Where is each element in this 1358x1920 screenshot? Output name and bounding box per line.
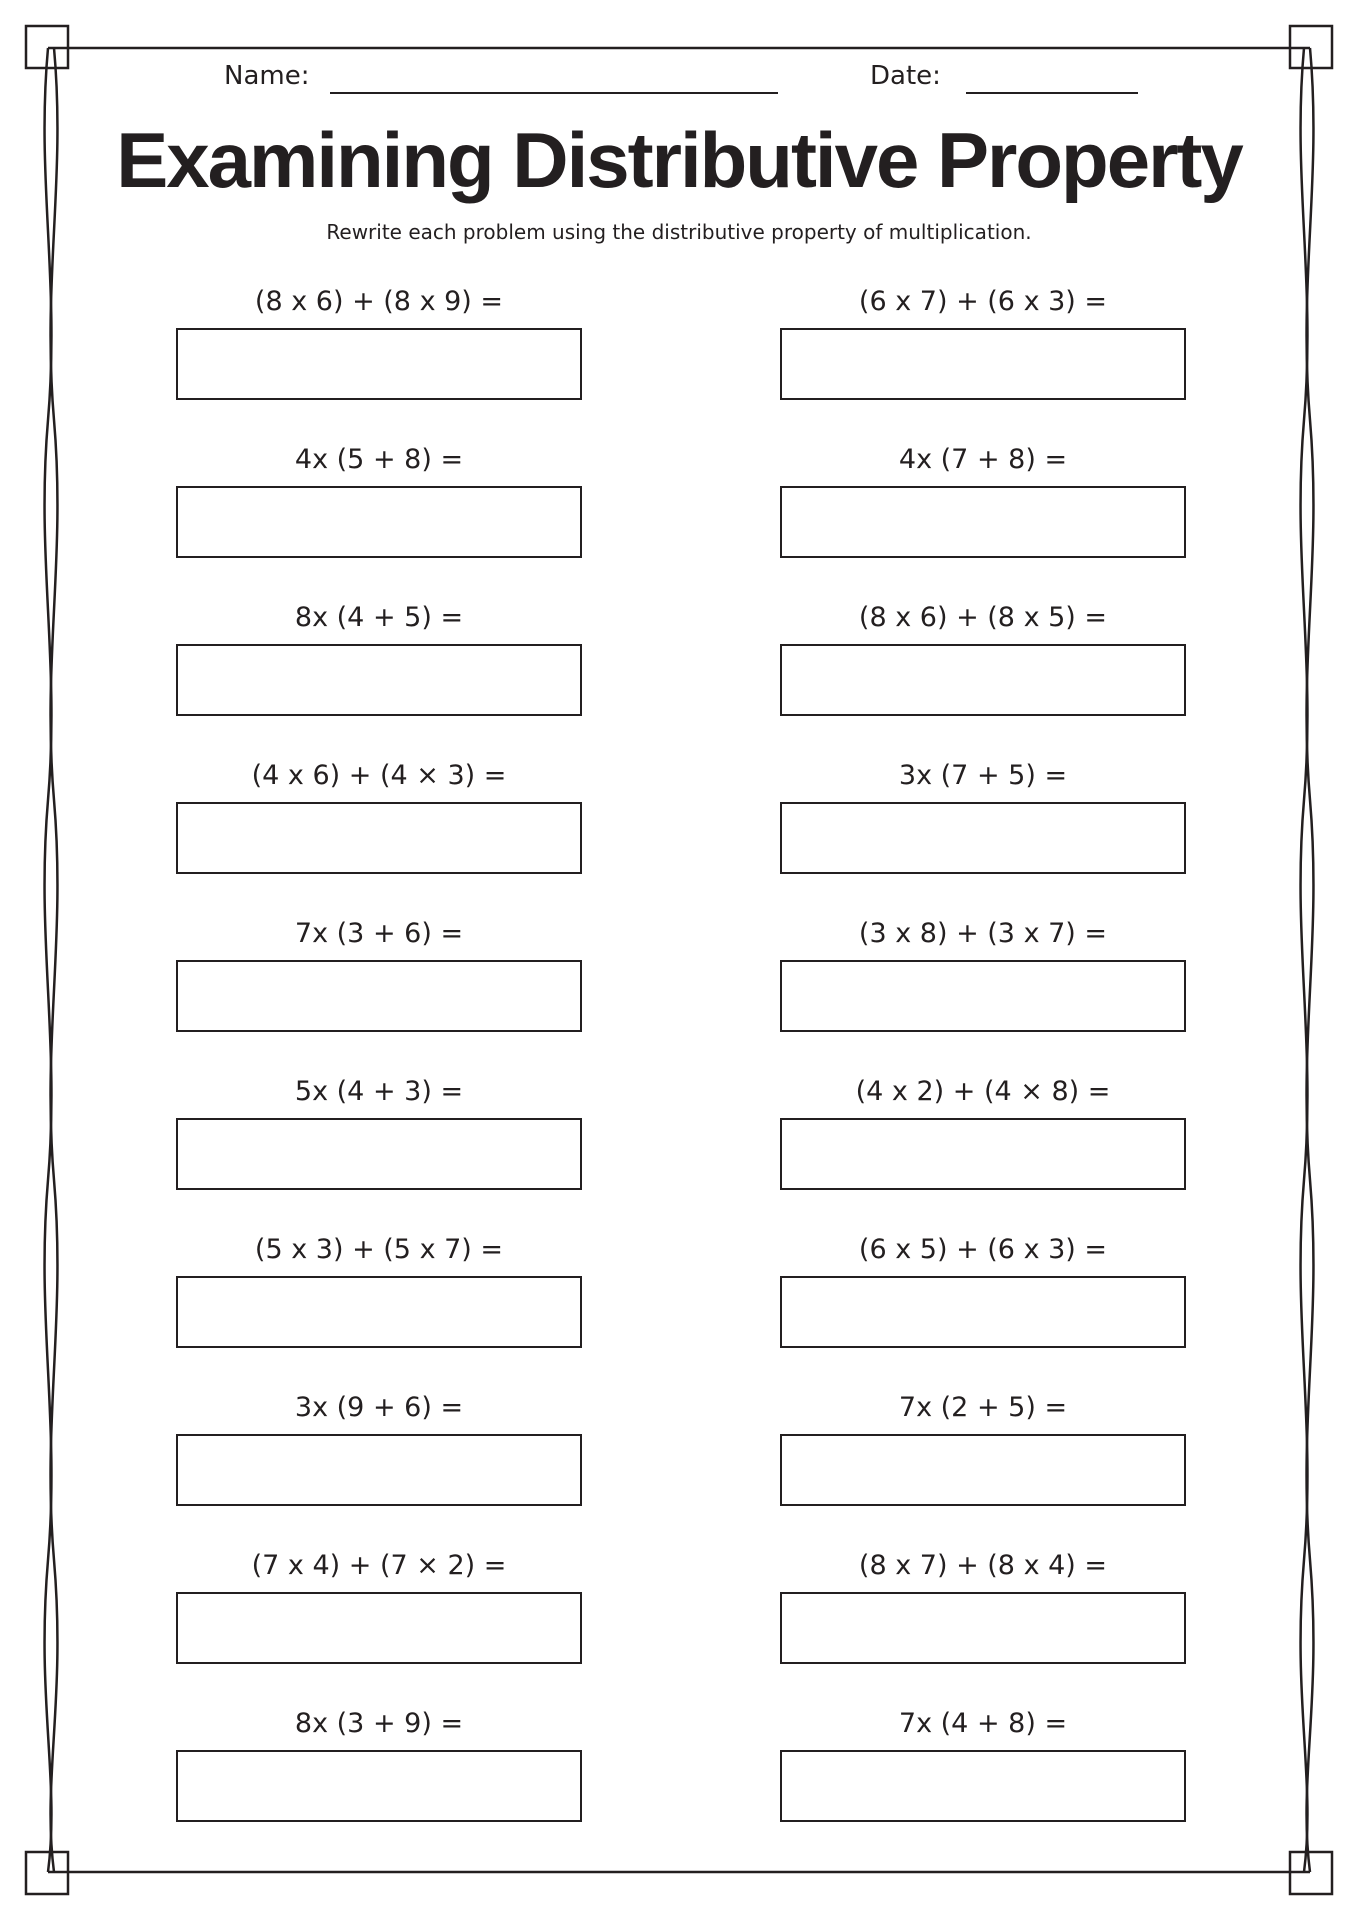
answer-box[interactable]: [176, 486, 582, 558]
problem-expression: 7x (2 + 5) =: [898, 1392, 1068, 1423]
answer-box[interactable]: [780, 644, 1186, 716]
problem-item: [176, 440, 582, 598]
date-field[interactable]: [966, 92, 1138, 94]
problem-item: [780, 282, 1186, 440]
problem-item: [780, 914, 1186, 1072]
problem-expression: (6 x 5) + (6 x 3) =: [858, 1234, 1108, 1265]
problem-expression: (8 x 6) + (8 x 9) =: [254, 286, 504, 317]
problem-expression: 8x (4 + 5) =: [294, 602, 464, 633]
problem-expression: 3x (7 + 5) =: [898, 760, 1068, 791]
problem-item: [176, 1230, 582, 1388]
problem-item: [176, 1072, 582, 1230]
problem-item: [176, 914, 582, 1072]
answer-box[interactable]: [176, 328, 582, 400]
problem-item: [176, 1546, 582, 1704]
problem-item: [780, 440, 1186, 598]
problem-item: [780, 1230, 1186, 1388]
problem-expression: 3x (9 + 6) =: [294, 1392, 464, 1423]
problem-grid: [176, 282, 1186, 1862]
problem-item: [780, 598, 1186, 756]
problem-item: [176, 1388, 582, 1546]
answer-box[interactable]: [780, 1592, 1186, 1664]
problem-item: [780, 1704, 1186, 1862]
problem-item: [780, 1546, 1186, 1704]
problem-expression: (6 x 7) + (6 x 3) =: [858, 286, 1108, 317]
name-field[interactable]: [330, 92, 778, 94]
problem-expression: 4x (5 + 8) =: [294, 444, 464, 475]
problem-item: [176, 1704, 582, 1862]
answer-box[interactable]: [176, 1592, 582, 1664]
answer-box[interactable]: [176, 802, 582, 874]
problem-expression: 8x (3 + 9) =: [294, 1708, 464, 1739]
answer-box[interactable]: [780, 960, 1186, 1032]
answer-box[interactable]: [176, 960, 582, 1032]
problem-expression: (4 x 6) + (4 × 3) =: [251, 760, 507, 791]
problem-item: [176, 598, 582, 756]
problem-item: [780, 1072, 1186, 1230]
answer-box[interactable]: [176, 1118, 582, 1190]
problem-expression: 5x (4 + 3) =: [294, 1076, 464, 1107]
answer-box[interactable]: [780, 1118, 1186, 1190]
problem-item: [780, 1388, 1186, 1546]
name-label: Name:: [224, 61, 310, 91]
answer-box[interactable]: [780, 328, 1186, 400]
problem-expression: (8 x 7) + (8 x 4) =: [858, 1550, 1108, 1581]
answer-box[interactable]: [780, 1750, 1186, 1822]
problem-expression: (4 x 2) + (4 × 8) =: [855, 1076, 1111, 1107]
problem-expression: (8 x 6) + (8 x 5) =: [858, 602, 1108, 633]
problem-expression: 4x (7 + 8) =: [898, 444, 1068, 475]
answer-box[interactable]: [780, 486, 1186, 558]
problem-expression: 7x (4 + 8) =: [898, 1708, 1068, 1739]
answer-box[interactable]: [780, 802, 1186, 874]
answer-box[interactable]: [176, 1276, 582, 1348]
problem-item: [176, 282, 582, 440]
problem-expression: (7 x 4) + (7 × 2) =: [251, 1550, 507, 1581]
instructions: Rewrite each problem using the distributive property of multiplication.: [326, 220, 1032, 244]
problem-expression: 7x (3 + 6) =: [294, 918, 464, 949]
problem-expression: (3 x 8) + (3 x 7) =: [858, 918, 1108, 949]
problem-expression: (5 x 3) + (5 x 7) =: [254, 1234, 504, 1265]
header-row: [0, 58, 1358, 98]
answer-box[interactable]: [780, 1434, 1186, 1506]
answer-box[interactable]: [176, 1750, 582, 1822]
problem-item: [176, 756, 582, 914]
answer-box[interactable]: [176, 1434, 582, 1506]
problem-item: [780, 756, 1186, 914]
answer-box[interactable]: [780, 1276, 1186, 1348]
date-label: Date:: [870, 61, 941, 91]
page-title: Examining Distributive Property: [116, 116, 1242, 204]
answer-box[interactable]: [176, 644, 582, 716]
